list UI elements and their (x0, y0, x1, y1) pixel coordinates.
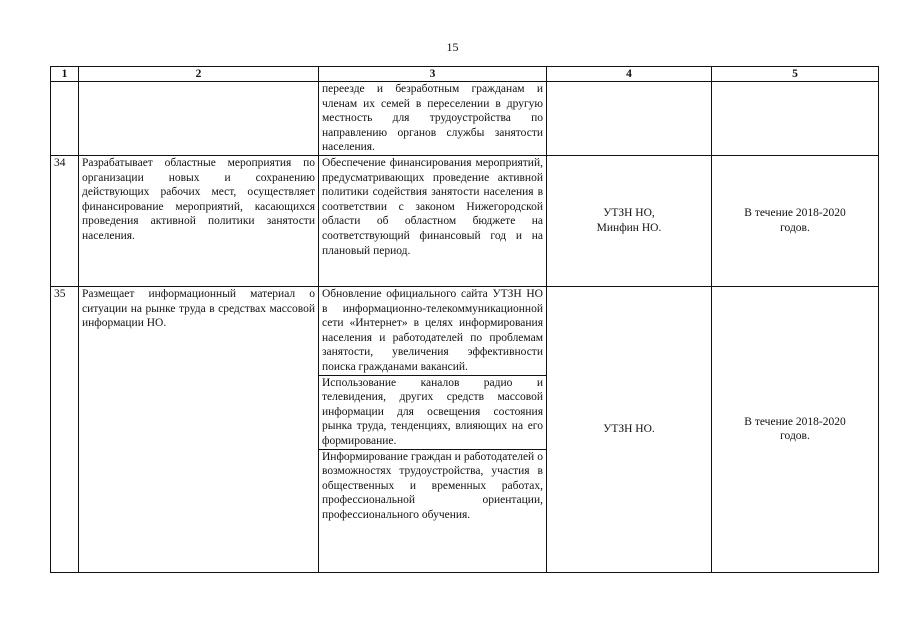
row-responsible: УТЗН НО, Минфин НО. (547, 155, 712, 286)
row-deadline (712, 82, 879, 156)
column-header: 2 (79, 67, 319, 82)
row-deadline: В течение 2018-2020 годов. (712, 286, 879, 572)
row-measure: Обеспечение финансирования мероприятий, предусматривающих проведение активной политики содействия занятости населения в соответствии с законом Нижегородской области об областном бюджете на соответствующий финансовый год и на плановый период. (319, 155, 547, 286)
table-row (51, 286, 879, 572)
row-measure: Информирование граждан и работодателей о возможностях трудоустройства, участия в общественных и временных работах, профессиональной ориентации, профессионального обучения. (322, 450, 543, 521)
row-description: Размещает информационный материал о ситуации на рынке труда в средствах массовой информации НО. (79, 286, 319, 572)
row-measure: переезде и безработным гражданам и членам их семей в переселении в другую местность для трудоустройства по направлению органов службы занятости населения. (319, 82, 547, 156)
row-number: 35 (51, 286, 79, 572)
table-row (51, 82, 879, 156)
row-responsible: УТЗН НО. (547, 286, 712, 572)
row-responsible (547, 82, 712, 156)
column-header: 3 (319, 67, 547, 82)
column-header: 5 (712, 67, 879, 82)
column-header: 4 (547, 67, 712, 82)
row-number: 34 (51, 155, 79, 286)
row-description (79, 82, 319, 156)
row-deadline: В течение 2018-2020 годов. (712, 155, 879, 286)
row-measures-stack (319, 286, 547, 572)
table-header-row (51, 67, 879, 82)
row-description: Разрабатывает областные мероприятия по организации новых и сохранению действующих рабочих мест, осуществляет финансирование мероприятий, касающихся проведения активной политики занятости населения. (79, 155, 319, 286)
column-header: 1 (51, 67, 79, 82)
measures-table (50, 66, 879, 573)
row-number (51, 82, 79, 156)
row-measure: Использование каналов радио и телевидения, других средств массовой информации для освещения состояния рынка труда, тенденциях, влияющих на его формирование. (319, 376, 546, 450)
row-measure: Обновление официального сайта УТЗН НО в информационно-телекоммуникационной сети «Интернет» в целях информирования населения и работодателей по проблемам занятости, увеличения эффективности поиска гражданами вакансий. (319, 287, 546, 376)
page-number: 15 (446, 40, 459, 54)
table-row (51, 155, 879, 286)
